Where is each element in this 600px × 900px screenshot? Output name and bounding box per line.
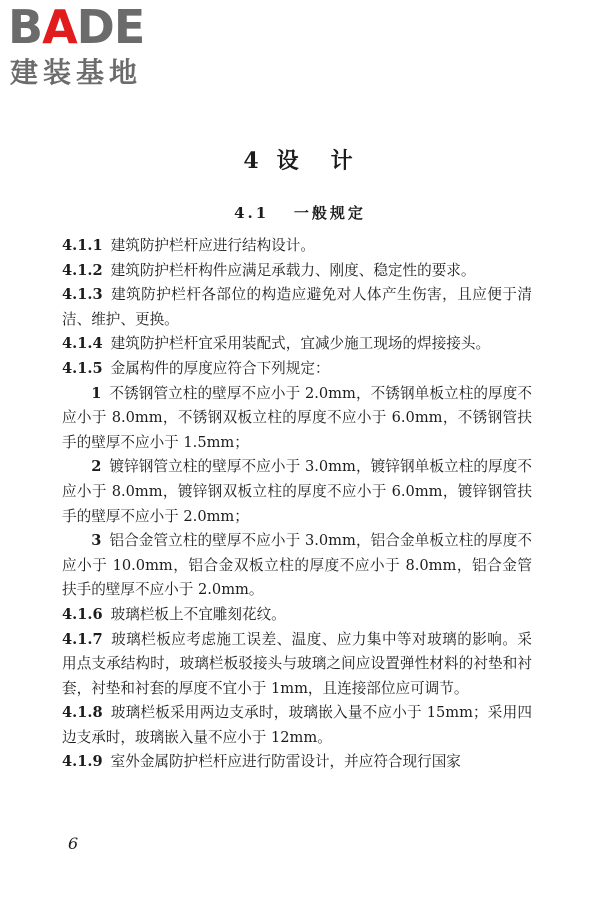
page-number: 6 xyxy=(68,834,79,853)
clause-4-1-6 xyxy=(62,603,532,628)
logo-wordmark xyxy=(8,2,144,52)
subclause-2 xyxy=(62,455,532,529)
subclause-number: 3 xyxy=(91,532,102,550)
subclause-1 xyxy=(62,382,532,456)
clause-text: 金属构件的厚度应符合下列规定： xyxy=(110,359,330,377)
section-number: 4.1 xyxy=(234,204,270,222)
subclause-number: 2 xyxy=(91,458,102,476)
clause-4-1-1 xyxy=(62,234,532,259)
clause-text: 建筑防护栏杆构件应满足承载力、刚度、稳定性的要求。 xyxy=(110,261,476,279)
chapter-title-char-1: 设 xyxy=(276,148,303,174)
logo-letter-b: B xyxy=(8,0,43,54)
logo-letter-a: A xyxy=(42,0,77,54)
clause-number: 4.1.7 xyxy=(62,630,103,648)
clause-text: 玻璃栏板应考虑施工误差、温度、应力集中等对玻璃的影响。采用点支承结构时，玻璃栏板驳接头与玻璃之间应设置弹性材料的衬垫和衬套，衬垫和衬套的厚度不宜小于 1mm，且连接部位应可调节。 xyxy=(62,630,532,697)
clause-number: 4.1.9 xyxy=(62,753,103,771)
clause-text: 建筑防护栏杆宜采用装配式，宜减少施工现场的焊接接头。 xyxy=(110,335,491,353)
clause-4-1-5 xyxy=(62,357,532,382)
clause-number: 4.1.4 xyxy=(62,335,103,353)
chapter-title-char-2: 计 xyxy=(330,148,357,174)
clause-text: 玻璃栏板采用两边支承时，玻璃嵌入量不应小于 15mm；采用四边支承时，玻璃嵌入量不应小于 12mm。 xyxy=(62,704,532,746)
clause-4-1-3 xyxy=(62,283,532,332)
subclause-text: 铝合金管立柱的壁厚不应小于 3.0mm，铝合金单板立柱的厚度不应小于 10.0mm，铝合金双板立柱的厚度不应小于 8.0mm，铝合金管扶手的壁厚不应小于 2.0mm。 xyxy=(62,532,532,599)
clause-number: 4.1.5 xyxy=(62,359,103,377)
clause-number: 4.1.3 xyxy=(62,286,103,304)
clause-4-1-8 xyxy=(62,701,532,750)
logo-letters-de: DE xyxy=(76,0,145,54)
subclause-3 xyxy=(62,529,532,603)
clause-number: 4.1.2 xyxy=(62,261,103,279)
clause-4-1-7 xyxy=(62,628,532,702)
subclause-text: 不锈钢管立柱的壁厚不应小于 2.0mm，不锈钢单板立柱的厚度不应小于 8.0mm，不锈钢双板立柱的厚度不应小于 6.0mm，不锈钢管扶手的壁厚不应小于 1.5mm； xyxy=(62,384,532,451)
body-content xyxy=(62,234,532,775)
subclause-text: 镀锌钢管立柱的壁厚不应小于 3.0mm，镀锌钢单板立柱的厚度不应小于 8.0mm，镀锌钢双板立柱的厚度不应小于 6.0mm，镀锌钢管扶手的壁厚不应小于 2.0mm； xyxy=(62,458,532,525)
clause-4-1-2 xyxy=(62,259,532,284)
clause-text: 建筑防护栏杆各部位的构造应避免对人体产生伤害，且应便于清洁、维护、更换。 xyxy=(62,286,532,328)
clause-4-1-9 xyxy=(62,750,532,775)
subclause-number: 1 xyxy=(91,384,102,402)
section-title-text: 一般规定 xyxy=(293,204,366,222)
chapter-number: 4 xyxy=(243,148,263,174)
clause-text: 玻璃栏板上不宜雕刻花纹。 xyxy=(110,605,286,623)
clause-4-1-4 xyxy=(62,332,532,357)
clause-number: 4.1.1 xyxy=(62,237,103,254)
chapter-title xyxy=(0,146,600,176)
clause-text: 室外金属防护栏杆应进行防雷设计，并应符合现行国家 xyxy=(110,753,461,771)
section-title xyxy=(0,202,600,224)
clause-number: 4.1.6 xyxy=(62,605,103,623)
clause-number: 4.1.8 xyxy=(62,704,103,722)
logo xyxy=(8,2,178,94)
clause-text: 建筑防护栏杆应进行结构设计。 xyxy=(110,237,315,254)
logo-chinese: 建装基地 xyxy=(10,56,143,89)
